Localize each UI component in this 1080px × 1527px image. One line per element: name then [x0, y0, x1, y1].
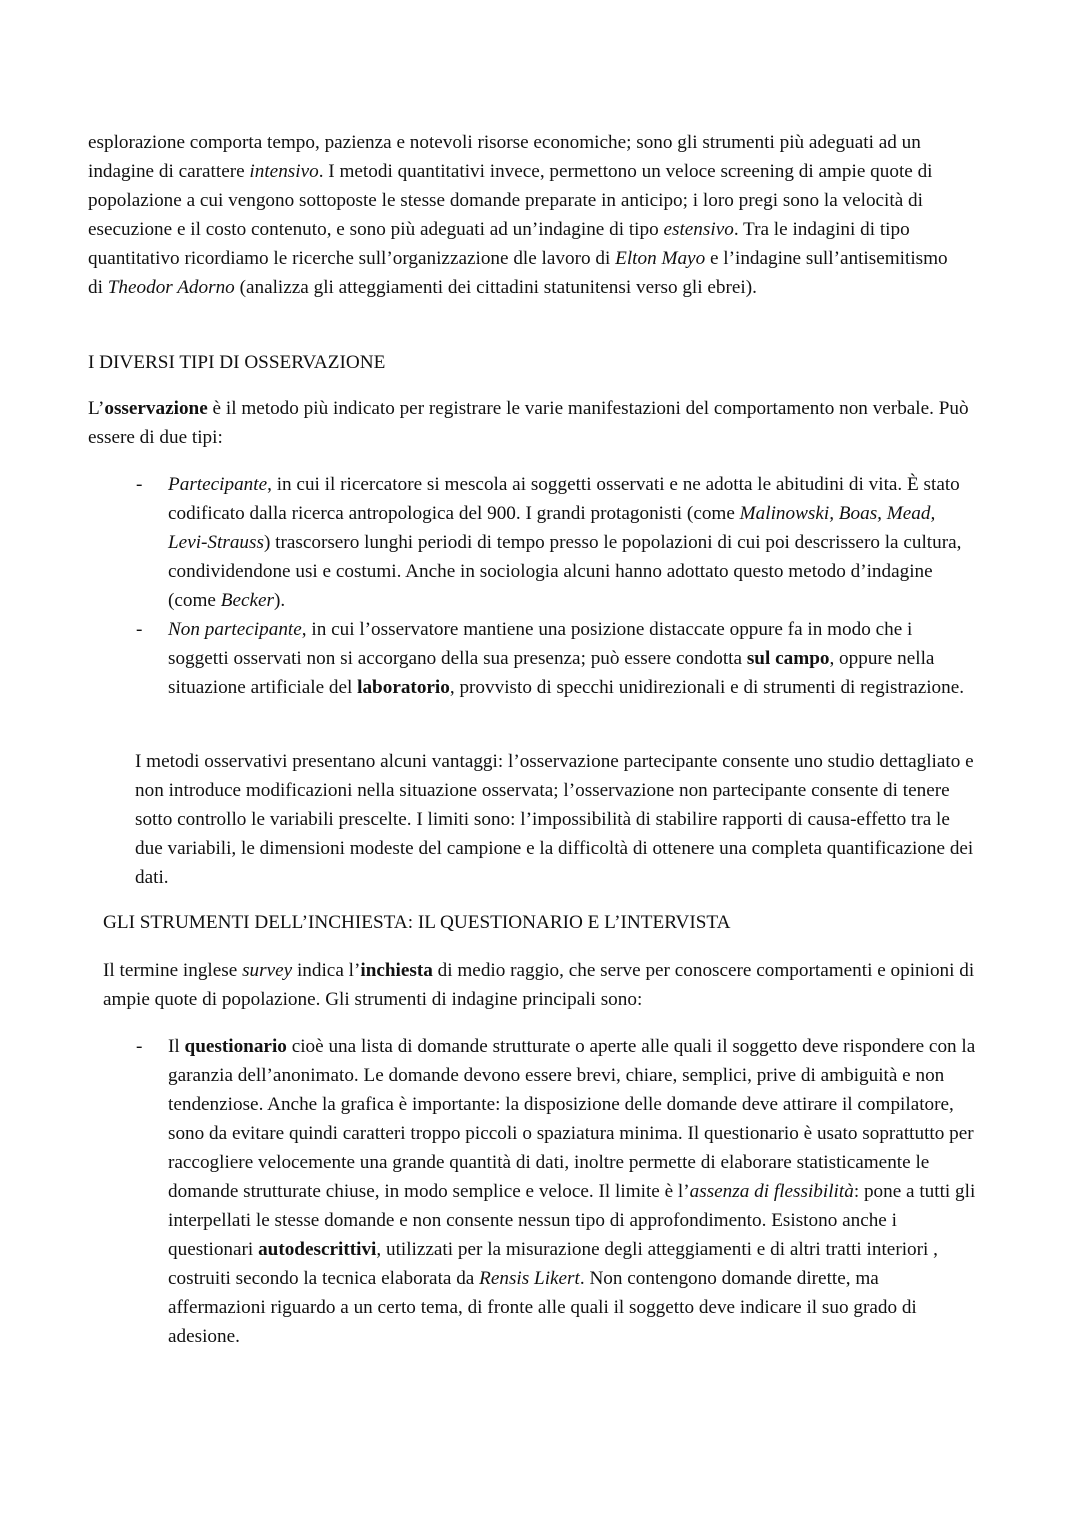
- term-intensivo: intensivo: [249, 161, 319, 182]
- heading-tipi-osservazione: I DIVERSI TIPI DI OSSERVAZIONE: [88, 352, 386, 373]
- paragraph-quantitative-methods: esplorazione comporta tempo, pazienza e notevoli risorse economiche; sono gli strumenti più adeguati ad un indagine di carattere intensivo. I metodi quantitativi invece, permettono un veloce screening di ampie quote di popolazione a cui vengono sottoposte le stesse domande preparate in anticipo; i loro pregi sono la velocità di esecuzione e il costo contenuto, e sono più adeguati ad un’indagine di tipo estensivo. Tra le indagini di tipo quantitativo ricordiamo le ricerche sull’organizzazione dle lavoro di Elton Mayo e l’indagine sull’antisemitismo di Theodor Adorno (analizza gli atteggiamenti dei cittadini statunitensi verso gli ebrei).: [88, 132, 948, 298]
- list-observation-types: [136, 470, 976, 702]
- paragraph-metodi-osservativi: I metodi osservativi presentano alcuni vantaggi: l’osservazione partecipante consente uno studio dettagliato e non introduce modificazioni nella situazione osservata; l’osservazione non partecipante consente di tenere sotto controllo le variabili prescelte. I limiti sono: l’impossibilità di stabilire rapporti di causa-effetto tra le due variabili, le dimensioni modeste del campione e la difficoltà di ottenere una completa quantificazione dei dati.: [135, 751, 974, 888]
- list-item-questionario: - Il questionario cioè una lista di domande strutturate o aperte alle quali il soggetto deve rispondere con la garanzia dell’anonimato. Le domande devono essere brevi, chiare, semplici, prive di ambiguità e non tendenziose. Anche la grafica è importante: la disposizione delle domande deve attirare il compilatore, sono da evitare quindi caratteri troppo piccoli o spaziatura minima. Il questionario è usato soprattutto per raccogliere velocemente una grande quantità di dati, inoltre permette di elaborare statisticamente le domande strutturate chiuse, in modo semplice e veloce. Il limite è l’assenza di flessibilità: pone a tutti gli interpellati le stesse domande e non consente nessun tipo di approfondimento. Esistono anche i questionari autodescrittivi, utilizzati per la misurazione degli atteggiamenti e di altri tratti interiori , costruiti secondo la tecnica elaborata da Rensis Likert. Non contengono domande dirette, ma affermazioni riguardo a un certo tema, di fronte alle quali il soggetto deve indicare il suo grado di adesione.: [168, 1032, 976, 1351]
- term-osservazione: osservazione: [104, 398, 208, 419]
- name-elton-mayo: Elton Mayo: [615, 248, 706, 269]
- list-dash: -: [136, 619, 143, 640]
- name-theodor-adorno: Theodor Adorno: [107, 277, 235, 298]
- list-item-partecipante: - Partecipante, in cui il ricercatore si mescola ai soggetti osservati e ne adotta le abitudini di vita. È stato codificato dalla ricerca antropologica del 900. I grandi protagonisti (come Malinowski, Boas, Mead, Levi-Strauss) trascorsero lunghi periodi di tempo presso le popolazioni di cui poi descrissero la cultura, condividendone usi e costumi. Anche in sociologia alcuni hanno adottato questo metodo d’indagine (come Becker).: [168, 470, 976, 615]
- list-dash: -: [136, 1036, 143, 1057]
- paragraph-osservazione: L’osservazione è il metodo più indicato per registrare le varie manifestazioni del comportamento non verbale. Può essere di due tipi:: [88, 398, 969, 448]
- list-survey-tools: [136, 1032, 976, 1351]
- paragraph-survey: Il termine inglese survey indica l’inchiesta di medio raggio, che serve per conoscere comportamenti e opinioni di ampie quote di popolazione. Gli strumenti di indagine principali sono:: [103, 960, 975, 1010]
- list-item-non-partecipante: - Non partecipante, in cui l’osservatore mantiene una posizione distaccate oppure fa in modo che i soggetti osservati non si accorgano della sua presenza; può essere condotta sul campo, oppure nella situazione artificiale del laboratorio, provvisto di specchi unidirezionali e di strumenti di registrazione.: [168, 615, 976, 702]
- term-estensivo: estensivo: [663, 219, 734, 240]
- heading-strumenti-inchiesta: GLI STRUMENTI DELL’INCHIESTA: IL QUESTIONARIO E L’INTERVISTA: [103, 912, 731, 933]
- list-dash: -: [136, 474, 143, 495]
